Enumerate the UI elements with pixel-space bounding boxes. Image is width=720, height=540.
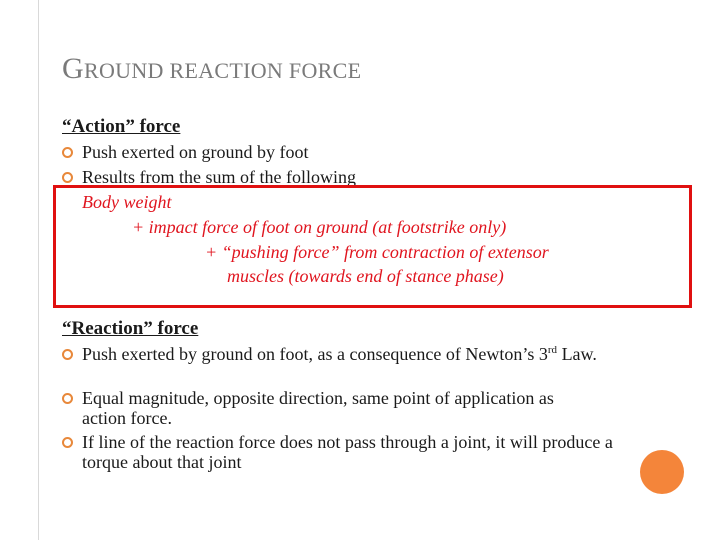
decorative-orange-circle bbox=[640, 450, 684, 494]
bullet-circle-icon bbox=[62, 147, 73, 158]
red-line-pushing-force: + “pushing force” from contraction of extensor bbox=[205, 242, 549, 262]
red-line-muscles: muscles (towards end of stance phase) bbox=[227, 266, 504, 286]
reaction-bullet-3: If line of the reaction force does not pass through a joint, it will produce a torque about that joint bbox=[62, 432, 632, 472]
bullet-circle-icon bbox=[62, 393, 73, 404]
red-line-impact-force: + impact force of foot on ground (at footstrike only) bbox=[132, 217, 507, 237]
reaction-bullet-1: Push exerted by ground on foot, as a consequence of Newton’s 3rd Law. bbox=[62, 344, 642, 364]
slide-title: GROUND REACTION FORCE bbox=[62, 52, 362, 85]
bullet-circle-icon bbox=[62, 437, 73, 448]
left-rule bbox=[38, 0, 39, 540]
red-line-body-weight: Body weight bbox=[82, 192, 172, 212]
reaction-bullet-2: Equal magnitude, opposite direction, same point of application as action force. bbox=[62, 388, 562, 428]
action-bullet-2: Results from the sum of the following bbox=[62, 167, 662, 187]
action-force-heading: “Action” force bbox=[62, 116, 181, 137]
action-bullet-1: Push exerted on ground by foot bbox=[62, 142, 662, 162]
reaction-force-heading: “Reaction” force bbox=[62, 318, 199, 339]
bullet-circle-icon bbox=[62, 349, 73, 360]
bullet-circle-icon bbox=[62, 172, 73, 183]
